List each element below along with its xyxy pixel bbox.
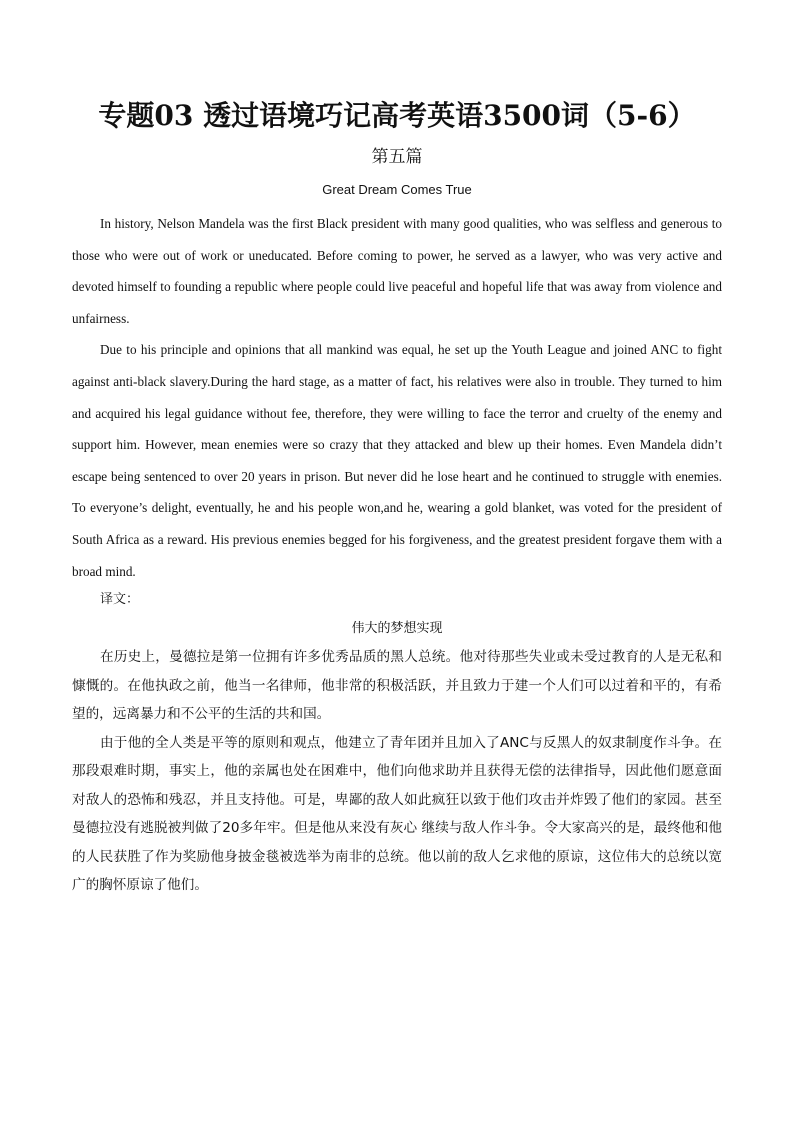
document-title: 专题03 透过语境巧记高考英语3500词（5-6） <box>98 99 696 132</box>
chinese-paragraph: 在历史上，曼德拉是第一位拥有许多优秀品质的黑人总统。他对待那些失业或未受过教育的人是无私和慷慨的。在他执政之前，他当一名律师，他非常的积极活跃，并且致力于建一个人们可以过着和平的，有希望的，远离暴力和不公平的生活的共和国。 <box>72 649 722 723</box>
document-page <box>72 96 722 900</box>
section-subtitle: 第五篇 <box>371 147 423 167</box>
english-paragraph: Due to his principle and opinions that all mankind was equal, he set up the Youth League and joined ANC to fight against anti-black slavery.During the hard stage, as a matter of fact, his relatives were also in trouble. They turned to him and acquired his legal guidance without fee, therefore, they were willing to face the terror and cruelty of the enemy and support him. However, mean enemies were so crazy that they attacked and blew up their homes. Even Mandela didn’t escape being sentenced to over 20 years in prison. But never did he lose heart and he continued to struggle with enemies. To everyone’s delight, eventually, he and his people won,and he, wearing a gold blanket, was voted for the president of South Africa as a reward. His previous enemies begged for his forgiveness, and the greatest president forgave them with a broad mind. <box>72 342 722 579</box>
english-paragraph: In history, Nelson Mandela was the first Black president with many good qualities, who was selfless and generous to those who were out of work or uneducated. Before coming to power, he served as a lawyer, who was very active and devoted himself to founding a republic where people could live peaceful and hopeful life that was away from violence and unfairness. <box>72 216 722 326</box>
translation-label: 译文： <box>100 592 140 608</box>
english-article-title: Great Dream Comes True <box>322 182 472 197</box>
chinese-article-title: 伟大的梦想实现 <box>351 621 443 637</box>
english-article-body <box>72 208 722 587</box>
chinese-article-body <box>72 643 722 900</box>
chinese-paragraph: 由于他的全人类是平等的原则和观点，他建立了青年团并且加入了ANC与反黑人的奴隶制度作斗争。在那段艰难时期，事实上，他的亲属也处在困难中，他们向他求助并且获得无偿的法律指导，因此他们愿意面对敌人的恐怖和残忍，并且支持他。可是，卑鄙的敌人如此疯狂以致于他们攻击并炸毁了他们的家园。甚至曼德拉没有逃脱被判做了20多年牢。但是他从来没有灰心 继续与敌人作斗争。令大家高兴的是，最终他和他的人民获胜了作为奖励他身披金毯被选举为南非的总统。他以前的敌人乞求他的原谅，这位伟大的总统以宽广的胸怀原谅了他们。 <box>72 734 722 894</box>
